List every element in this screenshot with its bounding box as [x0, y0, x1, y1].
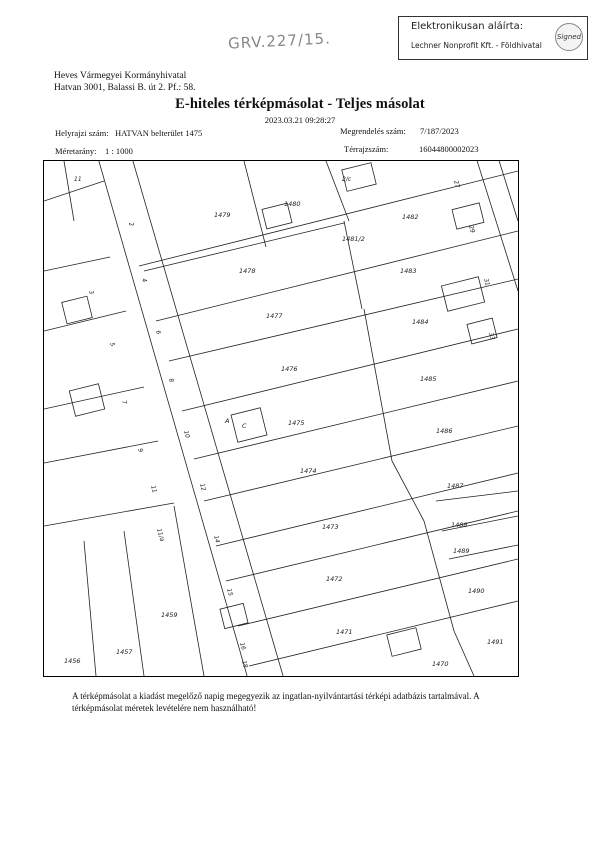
- parcel-1485: 1485: [420, 375, 437, 383]
- house-number: 6: [154, 329, 162, 336]
- parcel-1457: 1457: [116, 648, 133, 656]
- document-timestamp: 2023.03.21 09:28:27: [264, 115, 336, 125]
- parcel-1459: 1459: [161, 611, 178, 619]
- parcel-1470: 1470: [432, 660, 449, 668]
- parcel-1478: 1478: [239, 267, 256, 275]
- house-number: 10: [182, 429, 191, 439]
- disclaimer-note: [72, 690, 532, 714]
- handwritten-file-number: GRV.227/15.: [227, 29, 332, 53]
- house-number: 31: [482, 277, 491, 287]
- cadastral-map-drawing: [44, 161, 518, 676]
- parcel-1486: 1486: [436, 427, 453, 435]
- parcel-1471: 1471: [336, 628, 353, 636]
- parcel-1483: 1483: [400, 267, 417, 275]
- house-number: 29: [467, 224, 476, 234]
- parcel-1488: 1488: [451, 521, 468, 529]
- office-address: Hatvan 3001, Balassi B. út 2. Pf.: 58.: [54, 83, 196, 93]
- parcel-1479: 1479: [214, 211, 231, 219]
- order-value: 7/187/2023: [420, 126, 459, 136]
- map-number-label: Térrajzszám:: [344, 144, 389, 154]
- house-number: 12: [198, 482, 207, 492]
- house-number: 9: [136, 447, 144, 454]
- order-label: Megrendelés szám:: [340, 126, 406, 136]
- house-number: 33: [487, 331, 496, 341]
- cadastral-map: [43, 160, 519, 677]
- parcel-value: HATVAN belterület 1475: [115, 128, 203, 138]
- parcel-1482: 1482: [402, 213, 419, 221]
- parcel-1481-2: 1481/2: [342, 235, 365, 243]
- disclaimer-line-1: A térképmásolat a kiadást megelőző napig megegyezik az ingatlan-nyilvántartási térképi adatbázis tartalmával. A: [72, 691, 480, 701]
- house-number: 4: [140, 277, 148, 284]
- house-number: 11: [74, 176, 82, 183]
- house-number: 2: [127, 221, 135, 228]
- parcel-1475: 1475: [288, 419, 305, 427]
- building-mark-c: C: [242, 422, 247, 430]
- document-title: E-hiteles térképmásolat - Teljes másolat: [175, 96, 425, 112]
- parcel-1487: 1487: [447, 482, 464, 490]
- street2-edge-right: [496, 161, 518, 221]
- office-header: [54, 70, 195, 94]
- parcel-label: Helyrajzi szám:: [55, 128, 109, 138]
- house-number: 8: [167, 377, 175, 384]
- house-number: 15: [225, 587, 234, 597]
- signature-title: Elektronikusan aláírta:: [411, 21, 524, 32]
- house-number: 7: [120, 399, 128, 406]
- house-number: 27: [452, 179, 461, 189]
- parcel-1472: 1472: [326, 575, 343, 583]
- office-name: Heves Vármegyei Kormányhivatal: [54, 71, 187, 81]
- map-number-value: 16044800002023: [419, 144, 479, 154]
- parcel-1484: 1484: [412, 318, 429, 326]
- parcel-1474: 1474: [300, 467, 317, 475]
- house-number: 14: [212, 534, 221, 544]
- disclaimer-line-2: térképmásolat méretek levételére nem használható!: [72, 703, 257, 713]
- scale-value: 1 : 1000: [105, 146, 133, 156]
- house-number: 11: [149, 484, 158, 494]
- signature-seal-icon: Signed: [555, 23, 583, 51]
- house-number: 3: [87, 289, 95, 296]
- signature-signer: Lechner Nonprofit Kft. - Földhivatal: [411, 41, 542, 50]
- house-number: 11/a: [155, 527, 166, 543]
- parcel-1490: 1490: [468, 587, 485, 595]
- parcel-1476: 1476: [281, 365, 298, 373]
- house-number: 18: [240, 659, 249, 669]
- house-number: 5: [108, 341, 116, 348]
- parcel-1489: 1489: [453, 547, 470, 555]
- parcel-1456: 1456: [64, 657, 81, 665]
- parcel-1473: 1473: [322, 523, 339, 531]
- parcel-1480: 1480: [284, 200, 301, 208]
- electronic-signature-box: [398, 16, 588, 60]
- scale-label: Méretarány:: [55, 146, 97, 156]
- parcel-1477: 1477: [266, 312, 283, 320]
- house-number: 16: [238, 641, 247, 651]
- parcel-1491: 1491: [487, 638, 504, 646]
- building-mark-a: A: [225, 417, 230, 425]
- house-number: 2/c: [342, 176, 352, 183]
